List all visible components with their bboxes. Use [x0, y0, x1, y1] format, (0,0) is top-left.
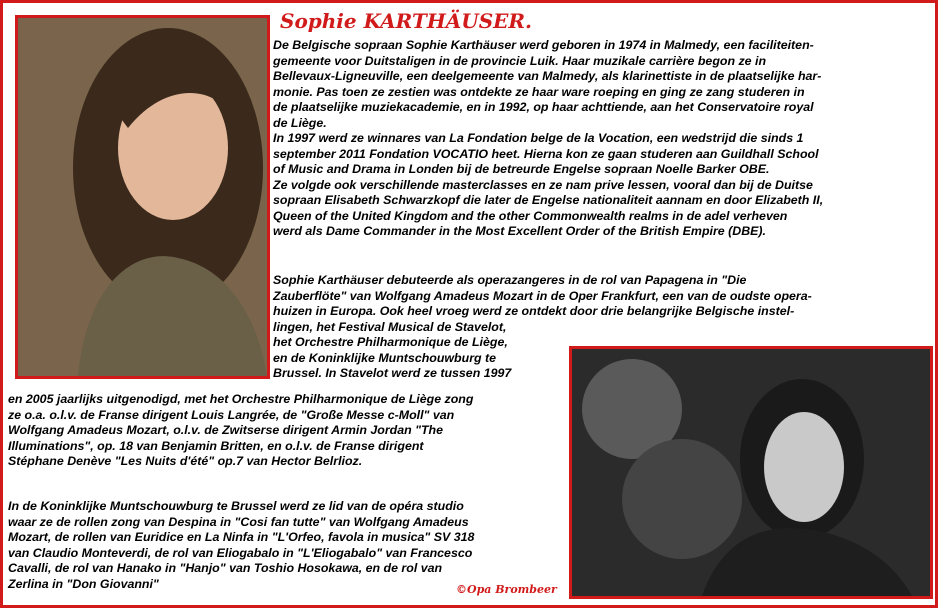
text-line: Cavalli, de rol van Hanako in "Hanjo" van Toshio Hosokawa, en de rol van	[8, 561, 443, 575]
text-line: de plaatselijke muziekacademie, en in 1992, op haar achttiende, aan het Conservatoire royal	[273, 100, 814, 114]
paragraph-institutions	[273, 335, 511, 382]
text-line: Bellevaux-Ligneuville, een deelgemeente van Malmedy, als klarinettiste in de plaatselijke har-	[273, 69, 822, 83]
text-line: gemeente voor Duitstaligen in de provincie Luik. Haar muzikale carrière begon ze in	[273, 53, 767, 68]
text-line: van Claudio Monteverdi, de rol van Eliogabalo in "L'Eliogabalo" van Francesco	[8, 545, 473, 560]
text-line: huizen in Europa. Ook heel vroeg werd ze ontdekt door drie belangrijke Belgische instel-	[273, 304, 795, 318]
text-line: Ze volgde ook verschillende masterclasses en ze nam prive lessen, vooral dan bij de Duitse	[273, 177, 813, 192]
text-line: Mozart, de rollen van Euridice en La Ninfa in "L'Orfeo, favola in musica" SV 318	[8, 530, 475, 544]
paragraph-stavelot	[8, 392, 473, 470]
paragraph-debut	[273, 273, 812, 335]
text-line: en de Koninklijke Muntschouwburg te	[273, 350, 497, 365]
text-line: en 2005 jaarlijks uitgenodigd, met het Orchestre Philharmonique de Liège zong	[8, 392, 474, 406]
portrait-image-top	[18, 18, 267, 376]
text-line: In 1997 werd ze winnares van La Fondation belge de la Vocation, een wedstrijd die sinds 1	[273, 131, 804, 145]
text-line: lingen, het Festival Musical de Stavelot,	[273, 319, 507, 334]
text-line: Brussel. In Stavelot werd ze tussen 1997	[273, 366, 512, 380]
text-line: Illuminations", op. 18 van Benjamin Britten, en o.l.v. de Franse dirigent	[8, 438, 424, 453]
text-line: waar ze de rollen zong van Despina in "Cosi fan tutte" van Wolfgang Amadeus	[8, 514, 469, 529]
text-line: het Orchestre Philharmonique de Liège,	[273, 335, 508, 349]
page-title: Sophie KARTHÄUSER.	[280, 9, 532, 33]
text-line: In de Koninklijke Muntschouwburg te Brussel werd ze lid van de opéra studio	[8, 499, 464, 513]
paragraph-opera-studio	[8, 499, 474, 592]
text-line: of Music and Drama in Londen bij de betreurde Engelse sopraan Noelle Barker OBE.	[273, 162, 770, 176]
text-line: De Belgische sopraan Sophie Karthäuser werd geboren in 1974 in Malmedy, een faciliteiten-	[273, 38, 814, 52]
text-line: Zerlina in "Don Giovanni"	[8, 576, 159, 591]
text-line: Zauberflöte" van Wolfgang Amadeus Mozart in de Oper Frankfurt, een van de oudste opera-	[273, 288, 812, 303]
portrait-photo-bottom	[569, 346, 933, 599]
text-line: de Liège.	[273, 115, 327, 130]
text-line: Queen of the United Kingdom and the other Commonwealth realms in de adel verheven	[273, 208, 788, 223]
text-line: Sophie Karthäuser debuteerde als operazangeres in de rol van Papagena in "Die	[273, 273, 747, 287]
text-line: ze o.a. o.l.v. de Franse dirigent Louis Langrée, de "Große Messe c-Moll" van	[8, 407, 455, 422]
paragraph-biography-intro	[273, 38, 823, 240]
text-line: september 2011 Fondation VOCATIO heet. Hierna kon ze gaan studeren aan Guildhall School	[273, 146, 819, 161]
copyright-credit: ©Opa Brombeer	[456, 583, 557, 596]
text-line: monie. Pas toen ze zestien was ontdekte ze haar ware roeping en ging ze zang studeren in	[273, 84, 805, 99]
text-line: werd als Dame Commander in the Most Excellent Order of the British Empire (DBE).	[273, 224, 766, 238]
text-line: Stéphane Denève "Les Nuits d'été" op.7 van Hector Belrlioz.	[8, 454, 363, 468]
text-line: sopraan Elisabeth Schwarzkopf die later de Engelse nationaliteit aannam en door Elizabeth II,	[273, 193, 824, 207]
portrait-photo-top	[15, 15, 270, 379]
text-line: Wolfgang Amadeus Mozart, o.l.v. de Zwitserse dirigent Armin Jordan "The	[8, 423, 444, 437]
portrait-image-bottom	[572, 349, 930, 596]
